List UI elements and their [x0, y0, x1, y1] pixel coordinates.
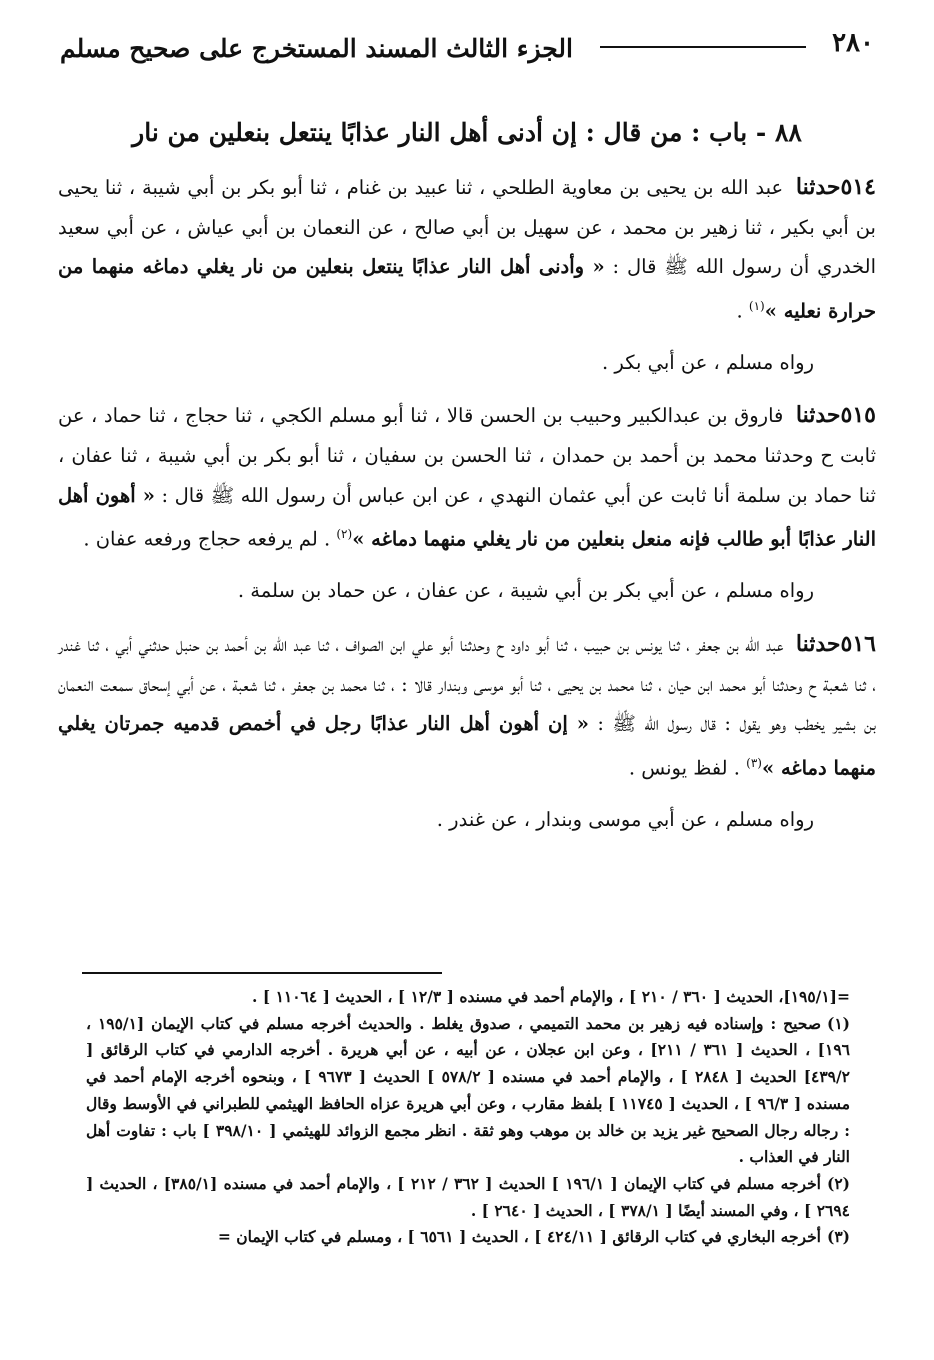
- hadith-after: . لم يرفعه حجاج ورفعه عفان .: [83, 527, 331, 551]
- footnote-mark: (١): [826, 1013, 850, 1033]
- hadith-514: [58, 168, 876, 331]
- footnote-mark: (٢): [826, 1173, 850, 1193]
- header-rule: [600, 46, 806, 48]
- hadith-515: [58, 396, 876, 559]
- hadith-number: ٥١٥: [840, 402, 876, 429]
- footnote-1: [86, 1011, 850, 1171]
- footnote-text: صحيح : وإسناده فيه زهير بن محمد التميمي ، صدوق يغلط . والحديث أخرجه مسلم في كتاب الإيمان [١٩٥/١ ، ١٩٦] ، الحديث [ ٣٦١ / ٢١١] ، وعن ابن عجلان ، عن أبيه ، عن أبي هريرة . أخرجه الدارمي في كتاب الرقائق [ ٤٣٩/٢] الحديث [ ٢٨٤٨ ] ، والإمام أحمد في مسنده [ ٥٧٨/٢ ] الحديث [ ٩٦٧٣ ] ، وبنحوه أخرجه الإمام أحمد في مسنده [ ٩٦/٣ ] ، الحديث [ ١١٧٤٥ ] بلفظ مقارب ، وعن أبي هريرة عزاه الحافظ الهيثمي للطبراني في الأوسط وقال : رجاله رجال الصحيح غير يزيد بن خالد بن موهب وهو ثقة . انظر مجمع الزوائد للهيثمي [ ٣٩٨/١٠ ] باب : تفاوت أهل النار في العذاب .: [86, 1013, 851, 1167]
- hadith-516: [58, 625, 876, 788]
- hadith-keyword: حدثنا: [795, 402, 841, 429]
- hadith-isnad: عبد الله بن جعفر ، ثنا يونس بن حبيب ، ثنا أبو داود ح وحدثنا أبو علي ابن الصواف ، ثنا عبد الله بن أحمد بن حنبل حدثني أبي ، ثنا غندر ، ثنا شعبة ح وحدثنا أبو محمد ابن حيان ، ثنا محمد بن يحيى ، ثنا أبو موسى وبندار قالا : ، ثنا محمد بن جعفر ، ثنا شعبة ، عن أبي إسحاق سمعت النعمان بن بشير يخطب وهو يقول : قال رسول الله ﷺ :: [58, 632, 876, 736]
- running-header: [60, 28, 874, 78]
- footnote-rule: [82, 972, 442, 974]
- hadith-isnad: فاروق بن عبدالكبير وحبيب بن الحسن قالا ، ثنا أبو مسلم الكجي ، ثنا حجاج ، ثنا حماد ، عن ثابت ح وحدثنا محمد بن أحمد بن حمدان ، ثنا الحسن بن سفيان ، ثنا أبو بكر بن أبي شيبة ، ثنا عفان ، ثنا حماد بن سلمة أنا ثابت عن أبي عثمان النهدي ، عن ابن عباس أن رسول الله ﷺ قال :: [58, 404, 876, 507]
- running-title: الجزء الثالث المسند المستخرج على صحيح مسلم: [60, 34, 573, 63]
- hadith-number: ٥١٤: [840, 174, 876, 200]
- riwaya-515: رواه مسلم ، عن أبي بكر بن أبي شيبة ، عن عفان ، عن حماد بن سلمة .: [237, 579, 814, 603]
- footnote-ref: (١): [748, 298, 765, 313]
- footnote-3: [86, 1224, 850, 1251]
- riwaya-516: رواه مسلم ، عن أبي موسى وبندار ، عن غندر .: [436, 807, 814, 831]
- hadith-after: . لفظ يونس .: [628, 756, 740, 780]
- footnote-text: أخرجه مسلم في كتاب الإيمان [ ١٩٦/١ ] الحديث [ ٣٦٢ / ٢١٢ ] ، والإمام أحمد في مسنده [٣٨٥/١] ، الحديث [ ٢٦٩٤ ] ، وفي المسند أيضًا [ ٣٧٨/١ ] ، الحديث [ ٢٦٤٠ ] .: [86, 1173, 850, 1220]
- footnote-text: =[١٩٥/١]، الحديث [ ٣٦٠ / ٢١٠ ] ، والإمام أحمد في مسنده [ ١٢/٣ ] ، الحديث [ ١١٠٦٤ ] .: [252, 987, 850, 1006]
- page-number: ٢٨٠: [832, 28, 874, 58]
- footnote-ref: (٣): [746, 755, 762, 770]
- riwaya-514: رواه مسلم ، عن أبي بكر .: [602, 350, 814, 374]
- hadith-keyword: حدثنا: [795, 630, 841, 657]
- hadith-matn: « إن أهون أهل النار عذابًا رجل في أخمص قدميه جمرتان يغلي منهما دماغه »: [58, 712, 876, 780]
- footnote-2: [86, 1171, 850, 1224]
- hadith-number: ٥١٦: [840, 630, 876, 657]
- hadith-matn: « أهون أهل النار عذابًا أبو طالب فإنه منعل بنعلين من نار يغلي منهما دماغه »: [58, 483, 876, 551]
- footnote-ref: (٢): [336, 527, 353, 542]
- footnote-continuation: [86, 984, 850, 1011]
- hadith-isnad: عبد الله بن يحيى بن معاوية الطلحي ، ثنا عبيد بن غنام ، ثنا أبو بكر بن أبي شيبة ، ثنا يحيى بن أبي بكير ، ثنا زهير بن محمد ، عن سهيل بن أبي صالح ، عن النعمان بن أبي عياش ، عن أبي سعيد الخدري أن رسول الله ﷺ قال :: [58, 176, 876, 279]
- footnotes: [86, 984, 850, 1251]
- hadith-keyword: حدثنا: [795, 174, 841, 200]
- chapter-title: ٨٨ - باب : من قال : إن أدنى أهل النار عذابًا ينتعل بنعلين من نار: [132, 118, 802, 147]
- main-text: [58, 168, 876, 853]
- footnote-text: أخرجه البخاري في كتاب الرقائق [ ٤٢٤/١١ ] ، الحديث [ ٦٥٦١ ] ، ومسلم في كتاب الإيمان =: [217, 1227, 821, 1247]
- footnote-mark: (٣): [826, 1227, 850, 1247]
- hadith-matn: « وأدنى أهل النار عذابًا ينتعل بنعلين من نار يغلي دماغه منهما من حرارة نعليه »: [58, 255, 876, 323]
- hadith-after: .: [736, 299, 743, 323]
